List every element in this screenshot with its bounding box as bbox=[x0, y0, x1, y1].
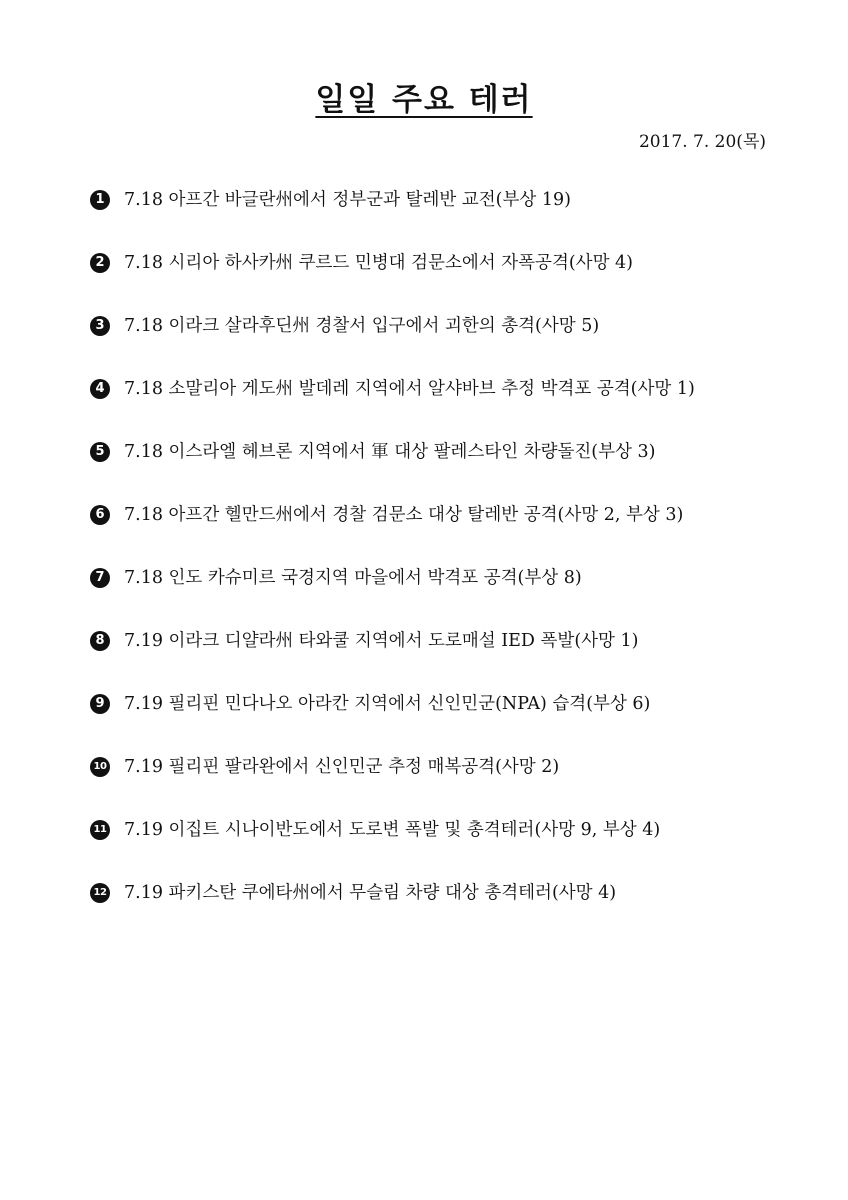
numbered-bullet-icon: 9 bbox=[90, 694, 110, 714]
incident-text: 7.18 아프간 바글란州에서 정부군과 탈레반 교전(부상 19) bbox=[124, 190, 571, 210]
incident-text: 7.19 파키스탄 쿠에타州에서 무슬림 차량 대상 총격테러(사망 4) bbox=[124, 883, 617, 903]
list-item bbox=[90, 310, 770, 342]
list-item bbox=[90, 373, 770, 405]
incident-text: 7.18 이라크 살라후딘州 경찰서 입구에서 괴한의 총격(사망 5) bbox=[124, 316, 600, 336]
numbered-bullet-icon: 12 bbox=[90, 883, 110, 903]
incident-text: 7.18 아프간 헬만드州에서 경찰 검문소 대상 탈레반 공격(사망 2, 부상 3) bbox=[124, 505, 684, 525]
list-item bbox=[90, 751, 770, 783]
incident-text: 7.19 필리핀 팔라완에서 신인민군 추정 매복공격(사망 2) bbox=[124, 757, 560, 777]
numbered-bullet-icon: 4 bbox=[90, 379, 110, 399]
list-item bbox=[90, 688, 770, 720]
numbered-bullet-icon: 8 bbox=[90, 631, 110, 651]
numbered-bullet-icon: 11 bbox=[90, 820, 110, 840]
incident-text: 7.18 이스라엘 헤브론 지역에서 軍 대상 팔레스타인 차량돌진(부상 3) bbox=[124, 442, 656, 462]
list-item bbox=[90, 562, 770, 594]
page-title bbox=[0, 74, 848, 119]
incident-text: 7.18 시리아 하사카州 쿠르드 민병대 검문소에서 자폭공격(사망 4) bbox=[124, 253, 634, 273]
numbered-bullet-icon: 1 bbox=[90, 190, 110, 210]
list-item bbox=[90, 625, 770, 657]
list-item bbox=[90, 499, 770, 531]
list-item bbox=[90, 184, 770, 216]
list-item bbox=[90, 814, 770, 846]
numbered-bullet-icon: 10 bbox=[90, 757, 110, 777]
numbered-bullet-icon: 5 bbox=[90, 442, 110, 462]
numbered-bullet-icon: 7 bbox=[90, 568, 110, 588]
document-date: 2017. 7. 20(목) bbox=[638, 132, 766, 152]
incident-text: 7.19 필리핀 민다나오 아라칸 지역에서 신인민군(NPA) 습격(부상 6) bbox=[124, 694, 651, 714]
incident-text: 7.19 이라크 디얄라州 타와쿨 지역에서 도로매설 IED 폭발(사망 1) bbox=[124, 631, 639, 651]
incident-text: 7.18 인도 카슈미르 국경지역 마을에서 박격포 공격(부상 8) bbox=[124, 568, 582, 588]
list-item bbox=[90, 877, 770, 909]
incident-text: 7.19 이집트 시나이반도에서 도로변 폭발 및 총격테러(사망 9, 부상 4) bbox=[124, 820, 661, 840]
numbered-bullet-icon: 3 bbox=[90, 316, 110, 336]
list-item bbox=[90, 247, 770, 279]
incident-list bbox=[90, 184, 770, 940]
numbered-bullet-icon: 6 bbox=[90, 505, 110, 525]
numbered-bullet-icon: 2 bbox=[90, 253, 110, 273]
page-title-text: 일일 주요 테러 bbox=[315, 82, 533, 118]
list-item bbox=[90, 436, 770, 468]
incident-text: 7.18 소말리아 게도州 발데레 지역에서 알샤바브 추정 박격포 공격(사망 1) bbox=[124, 379, 695, 399]
